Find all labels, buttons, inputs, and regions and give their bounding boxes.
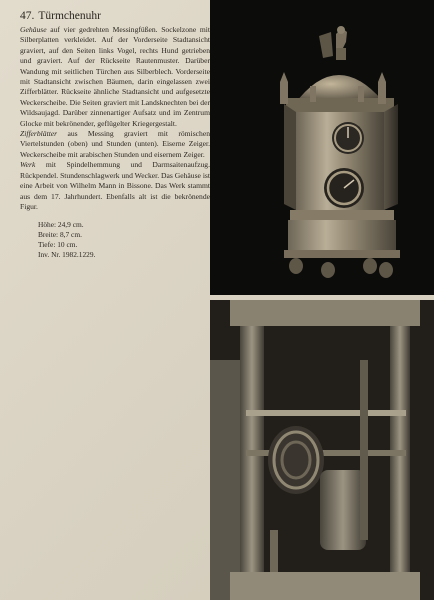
top-frame <box>230 300 420 326</box>
lower-dial <box>324 168 364 208</box>
text-movement: mit Spindelhemmung und Darmsaitenaufzug. Rückpendel. Stundenschlagwerk und Wecker. Das Gehäuse ist eine Arbeit von Wilhelm Mann in Bissone. Das Werk stammt aus dem 17. Jahrhundert. Ebenfalls alt ist die bekrönende Figur. <box>20 160 210 211</box>
label-dials: Zifferblätter <box>20 129 58 139</box>
description-movement <box>20 160 210 212</box>
clock-photo <box>210 0 434 295</box>
entry-number: 47. <box>20 10 35 22</box>
bottom-frame <box>230 572 420 600</box>
description-dials <box>20 129 210 160</box>
entry-heading <box>20 10 210 22</box>
dimension-width: Breite: 8,7 cm. <box>38 230 82 240</box>
inventory-number: Inv. Nr. 1982.1229. <box>38 250 96 260</box>
dimension-height: Höhe: 24,9 cm. <box>38 220 84 230</box>
turret-clock-image <box>210 0 434 295</box>
text-case: auf vier gedrehten Messingfüßen. Sockelzone mit Silberplatten verkleidet. Auf der Vorderseite Stadtansicht graviert, auf den Seiten links Vogel, rechts Hund getrieben und graviert. Auf der Rückseite Rautenmuster. Darüber Wandung mit seitlichen Türchen aus Silberblech. Vorderseite mit Stadtansicht zwischen Bäumen, darin eingelassen zwei Zifferblätter. Rückseite ähnliche Stadtansicht und aufgesetzte Weckerscheibe. Die Seiten graviert mit Landsknechten bei der Wildsaujagd. Darüber zinnenartiger Aufsatz und im Zentrum Glocke mit bekrönender, geflügelter Kriegergestalt. <box>20 25 210 128</box>
description-case <box>20 25 210 129</box>
label-movement: Werk <box>20 160 36 170</box>
label-case: Gehäuse <box>20 25 47 34</box>
fusee-wheel <box>268 426 324 494</box>
case-plinth <box>288 220 396 250</box>
text-dials: aus Messing graviert mit römischen Viertelstunden (oben) und Stunden (unten). Eiserne Zeiger. Weckerscheibe mit arabischen Stunden und eisernem Zeiger. <box>20 129 210 159</box>
movement-photo <box>210 300 434 600</box>
barrel <box>320 470 366 550</box>
dimensions-list <box>38 220 210 260</box>
entry-title: Türmchenuhr <box>38 10 101 22</box>
dimension-depth: Tiefe: 10 cm. <box>38 240 78 250</box>
upper-dial <box>332 122 364 154</box>
clock-movement-image <box>210 300 434 600</box>
text-column <box>20 10 210 260</box>
